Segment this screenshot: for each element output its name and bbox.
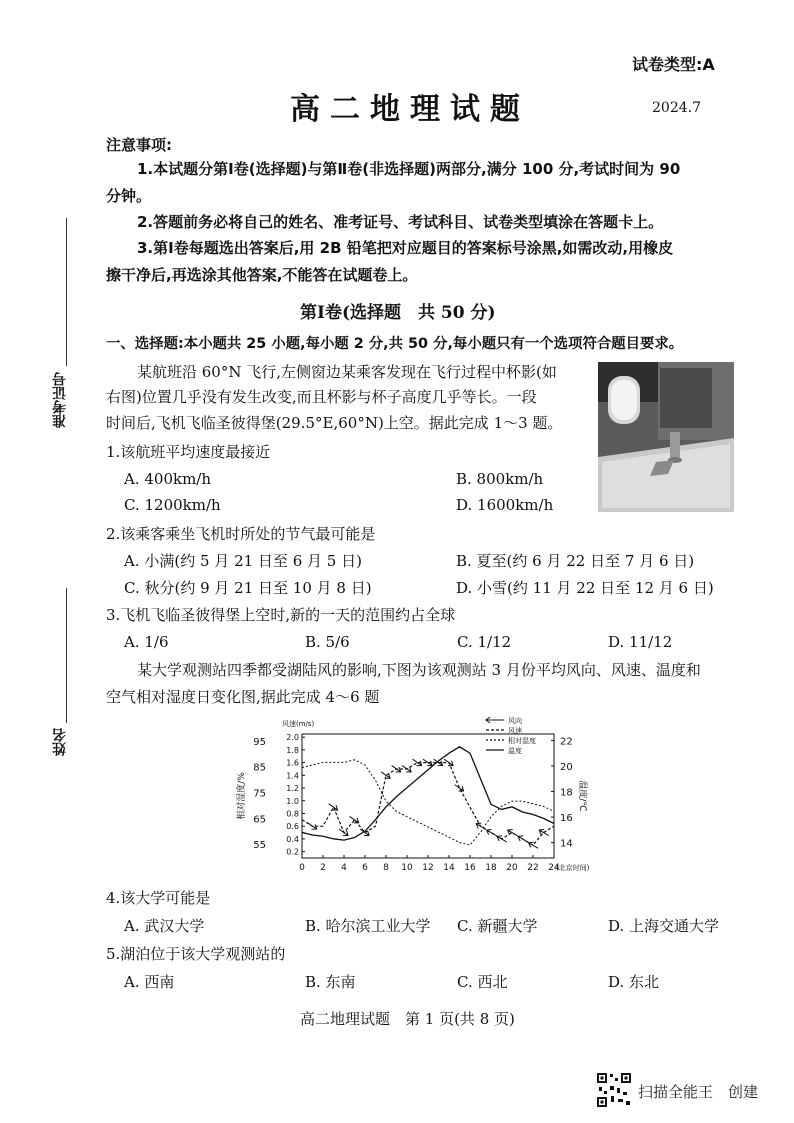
series-line-wind-speed [302,763,554,846]
wind-direction-arrow [485,827,498,838]
option-a[interactable]: A. 1/6 [124,633,169,651]
wind-direction-arrow [475,821,488,832]
section-title: 第Ⅰ卷(选择题 共 50 分) [300,303,496,323]
note-item: 2.答题前务必将自己的姓名、准考证号、考试科目、试卷类型填涂在答题卡上。 [137,213,664,231]
passage-line: 某大学观测站四季都受湖陆风的影响,下图为该观测站 3 月份平均风向、风速、温度和 [137,661,701,679]
option-b[interactable]: B. 夏至(约 6 月 22 日至 7 月 6 日) [456,552,695,570]
passage-line: 空气相对湿度日变化图,据此完成 4～6 题 [106,688,380,706]
legend-label: 温度 [508,747,522,755]
speed-tick-label: 0.4 [286,834,299,844]
temp-tick-label: 20 [560,761,573,773]
option-b[interactable]: B. 哈尔滨工业大学 [305,917,431,935]
exam-date: 2024.7 [652,100,701,116]
humidity-axis-label: 相对湿度/% [237,772,247,820]
x-tick-label: 18 [485,863,497,873]
legend-swatch [486,717,504,723]
temp-axis-label: 温度/℃ [577,780,587,812]
option-c[interactable]: C. 西北 [457,973,508,991]
speed-tick-label: 1.8 [286,745,299,755]
speed-axis-label: 风速(m/s) [282,720,315,728]
speed-tick-label: 1.0 [286,796,299,806]
option-a[interactable]: A. 小满(约 5 月 21 日至 6 月 5 日) [124,552,362,570]
option-d[interactable]: D. 11/12 [608,633,673,651]
speed-tick-label: 1.2 [286,784,299,794]
x-axis-label: (北京时间) [556,864,590,872]
x-tick-label: 4 [341,863,347,873]
paper-type: 试卷类型:A [632,55,715,74]
passage-line: 某航班沿 60°N 飞行,左侧窗边某乘客发现在飞行过程中杯影(如 [137,363,557,381]
speed-tick-label: 0.8 [286,809,299,819]
legend-label: 风速 [508,727,522,735]
x-tick-label: 10 [401,863,413,873]
note-item: 擦干净后,再选涂其他答案,不能答在试题卷上。 [106,266,418,284]
option-c[interactable]: C. 新疆大学 [457,917,538,935]
x-tick-label: 6 [362,863,368,873]
option-b[interactable]: B. 800km/h [456,470,544,488]
option-a[interactable]: A. 武汉大学 [124,917,205,935]
notes-heading: 注意事项: [106,136,172,154]
page-title: 高二地理试题 [290,92,530,127]
binding-line [66,218,67,366]
option-d[interactable]: D. 东北 [608,973,660,991]
note-item: 3.第Ⅰ卷每题选出答案后,用 2B 铅笔把对应题目的答案标号涂黑,如需改动,用橡皮 [137,239,674,257]
note-item: 分钟。 [106,187,152,205]
temp-tick-label: 16 [560,813,573,825]
wind-direction-arrow [327,801,339,812]
question-stem: 4.该大学可能是 [106,889,211,907]
humidity-tick-label: 85 [253,762,266,774]
x-tick-label: 0 [299,863,305,873]
option-d[interactable]: D. 上海交通大学 [608,917,720,935]
scanner-watermark: 扫描全能王 创建 [638,1083,759,1101]
legend-label: 风向 [508,717,522,725]
lake-breeze-chart [224,712,594,884]
name-label: 姓名 [52,728,68,756]
x-tick-label: 2 [320,863,326,873]
humidity-tick-label: 95 [253,736,266,748]
binding-line [66,588,67,723]
question-stem: 1.该航班平均速度最接近 [106,443,271,461]
humidity-tick-label: 65 [253,814,266,826]
question-stem: 2.该乘客乘坐飞机时所处的节气最可能是 [106,525,376,543]
option-c[interactable]: C. 1200km/h [124,496,221,514]
legend-label: 相对湿度 [508,737,536,745]
question-stem: 3.飞机飞临圣彼得堡上空时,新的一天的范围约占全球 [106,606,456,624]
humidity-tick-label: 55 [253,840,266,852]
passage-line: 右图)位置几乎没有发生改变,而且杯影与杯子高度几乎等长。一段 [106,388,537,406]
speed-tick-label: 0.6 [286,822,299,832]
cup-shadow-photo [598,362,734,512]
wind-direction-arrow [348,814,360,825]
option-c[interactable]: C. 秋分(约 9 月 21 日至 10 月 8 日) [124,579,372,597]
speed-tick-label: 1.4 [286,771,299,781]
x-tick-label: 12 [422,863,434,873]
wind-direction-arrow [527,840,540,851]
temp-tick-label: 22 [560,736,573,748]
temp-tick-label: 14 [560,838,573,850]
wind-direction-arrow [358,827,370,838]
wind-direction-arrow [411,757,423,768]
option-d[interactable]: D. 1600km/h [456,496,554,514]
x-tick-label: 8 [383,863,389,873]
temp-tick-label: 18 [560,787,573,799]
speed-tick-label: 1.6 [286,758,299,768]
option-b[interactable]: B. 5/6 [305,633,350,651]
series-line-temperature [302,747,554,840]
qr-code-icon [596,1072,632,1108]
option-c[interactable]: C. 1/12 [457,633,512,651]
option-d[interactable]: D. 小雪(约 11 月 22 日至 12 月 6 日) [456,579,714,597]
passage-line: 时间后,飞机飞临圣彼得堡(29.5°E,60°N)上空。据此完成 1～3 题。 [106,414,563,432]
humidity-tick-label: 75 [253,788,266,800]
speed-tick-label: 0.2 [286,847,299,857]
x-tick-label: 22 [527,863,539,873]
speed-tick-label: 2.0 [286,733,299,743]
page-footer: 高二地理试题 第 1 页(共 8 页) [300,1010,515,1028]
question-stem: 5.湖泊位于该大学观测站的 [106,945,286,963]
x-tick-label: 16 [464,863,476,873]
option-a[interactable]: A. 400km/h [124,470,212,488]
option-b[interactable]: B. 东南 [305,973,356,991]
x-tick-label: 14 [443,863,455,873]
x-tick-label: 24 [548,863,560,873]
wind-direction-arrow [506,827,519,838]
x-tick-label: 20 [506,863,518,873]
series-line-humidity [302,760,554,845]
option-a[interactable]: A. 西南 [124,973,175,991]
part-heading: 一、选择题:本小题共 25 小题,每小题 2 分,共 50 分,每小题只有一个选项符合题目要求。 [106,336,684,352]
note-item: 1.本试题分第Ⅰ卷(选择题)与第Ⅱ卷(非选择题)两部分,满分 100 分,考试时间为 90 [137,160,681,178]
exam-id-label: 准考证号 [52,372,68,428]
wind-direction-arrow [453,782,465,793]
wind-direction-arrow [517,834,530,845]
